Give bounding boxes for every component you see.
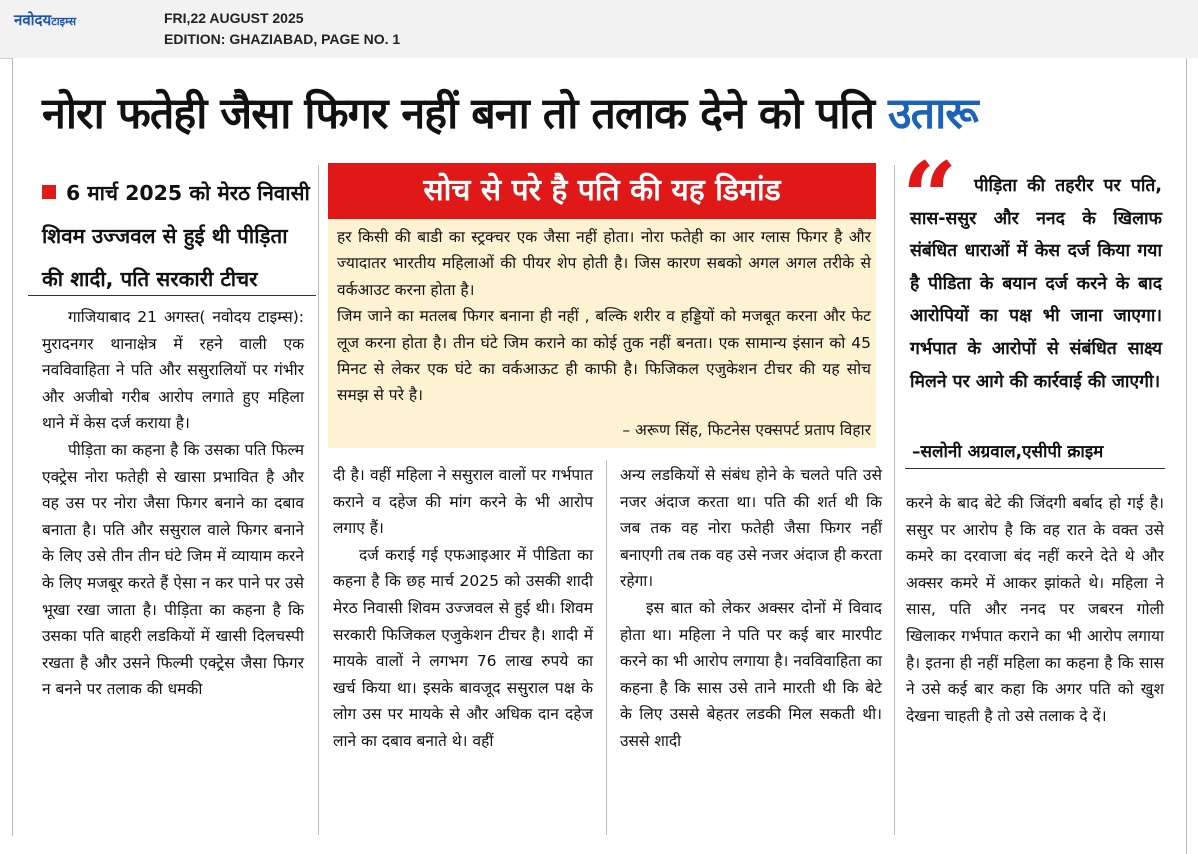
issue-date: FRI,22 AUGUST 2025 [164,10,304,26]
col1-paragraph-1: गाजियाबाद 21 अगस्त( नवोदय टाइम्स): मुरादनगर थानाक्षेत्र में रहने वाली एक नवविवाहिता ने पति और ससुरालियों पर गंभीर और अजीबो गरीब आरोप लगाते हुए महिला थाने में केस दर्ज कराया है। [42,308,304,433]
main-headline [42,84,978,144]
col4-paragraph-1: करने के बाद बेटे की जिंदगी बर्बाद हो गई है। ससुर पर आरोप है कि वह रात के वक्त उसे कमरे का दरवाजा बंद नहीं करने देते थे और अक्सर कमरे में आकर झांकते थे। महिला ने सास, पति और ननद पर जबरन गोली खिलाकर गर्भपात कराने का भी आरोप लगाया है। इतना ही नहीं महिला का कहना है कि सास ने उसे कई बार कहा कि अगर पति को खुश देखना चाहती है तो उसे तलाक दे दें। [906,494,1164,725]
masthead-bar [0,0,1198,59]
column-divider-1 [318,165,319,835]
page-edge-divider [12,58,13,836]
sidebar-attribution: – अरूण सिंह, फिटनेस एक्सपर्ट प्रताप विहार [622,421,871,439]
quote-mark-icon: “ [902,141,958,254]
deck-text: 6 मार्च 2025 को मेरठ निवासी शिवम उज्जवल से हुई थी पीड़िता की शादी, पति सरकारी टीचर [42,181,310,291]
edition-label: EDITION: GHAZIABAD, PAGE NO. 1 [164,31,401,47]
pull-quote-text: पीड़िता की तहरीर पर पति, सास-ससुर और ननद के खिलाफ संबंधित धाराओं में केस दर्ज किया गया है पीडिता के बयान दर्ज करने के बाद आरोपियों का पक्ष भी जाना जाएगा। गर्भपात के आरोपों से संबंधित साक्ष्य मिलने पर आगे की कार्रवाई की जाएगी। [910,176,1162,392]
pull-quote [910,170,1162,398]
newspaper-logo[interactable] [14,10,76,30]
page-right-divider [1186,58,1187,854]
column-divider-2 [606,460,607,835]
col3-paragraph-2: इस बात को लेकर अक्सर दोनों में विवाद होता था। महिला ने पति पर कई बार मारपीट करने का भी आरोप लगाया है। नवविवाहिता का कहना है कि सास उसे ताने मारती थी कि बेटे के लिए उससे बेहतर लडकी मिल सकती थी।उससे शादी [620,598,882,750]
quote-divider [905,468,1165,469]
headline-accent-text: उतारू [888,89,978,139]
col2-paragraph-1: दी है। वहीं महिला ने ससुराल वालों पर गर्भपात कराने व दहेज की मांग करने के भी आरोप लगाए हैं। [333,466,593,538]
deck-divider [28,295,316,296]
col1-paragraph-2: पीड़िता का कहना है कि उसका पति फिल्म एक्ट्रेस नोरा फतेही से खासा प्रभावित है और वह उस पर नोरा जैसा फिगर बनाने का दबाव बनाता है। पति और ससुराल वाले फिगर बनाने के लिए उसे तीन तीन घंटे जिम में व्यायाम करने के लिए मजबूर करते हैं ऐसा न कर पाने पर उसे भूखा रखा जाता है। पीड़िता का कहना है कि उसका पति बाहरी लडकियों में खासी दिलचस्पी रखता है और उसने फिल्मी एक्ट्रेस जैसा फिगर न बनने पर तलाक की धमकी [42,440,304,699]
col3-paragraph-1: अन्य लडकियों से संबंध होने के चलते पति उसे नजर अंदाज करता था। पति की शर्त थी कि जब तक वह नोरा फतेही जैसा फिगर नहीं बनाएगी तब तक वह उसे नजर अंदाज ही करता रहेगा। [620,466,882,591]
sidebar-box-title: सोच से परे है पति की यह डिमांड [328,163,876,219]
red-square-bullet-icon [42,185,56,199]
col2-paragraph-2: दर्ज कराई गई एफआइआर में पीडिता का कहना है कि छह मार्च 2025 को उसकी शादी मेरठ निवासी शिवम उज्जवल से हुई थी। शिवम सरकारी फिजिकल एजुकेशन टीचर है। शादी में मायके वालों ने लगभग 76 लाख रुपये का खर्च किया था। इसके बावजूद ससुराल पक्ष के लोग उस पर मायके से और अधिक दान दहेज लाने का दबाव बनाते थे। वहीं [333,545,593,750]
headline-main-text: नोरा फतेही जैसा फिगर नहीं बना तो तलाक देने को पति [42,89,875,139]
logo-sub-text: टाइम्स [51,15,77,28]
pull-quote-attribution: –सलोनी अग्रवाल,एसीपी क्राइम [912,442,1104,462]
story-deck [42,172,310,301]
sidebar-paragraph-1: हर किसी की बाडी का स्ट्रक्चर एक जैसा नहीं होता। नोरा फतेही का आर ग्लास फिगर है और ज्यादातर भारतीय महिलाओं की पीयर शेप होती है। जिस कारण सबको अगल अगल तरीके से वर्कआउट करना होता है। [337,228,871,299]
body-column-3 [620,462,882,755]
body-column-2 [333,462,593,755]
body-column-4 [906,490,1164,729]
sidebar-paragraph-2: जिम जाने का मतलब फिगर बनाना ही नहीं , बल्कि शरीर व हड्डियों को मजबूत करना और फेट लूज करना होता है। तीन घंटे जिम कराने का कोई तुक नहीं बनता। एक सामान्य इंसान को 45 मिनट से लेकर एक घंटे का वर्कआऊट ही काफी है। फिजिकल एजुकेशन टीचर की यह सोच समझ से परे है। [337,307,871,405]
sidebar-box-body [337,224,871,409]
edition-info [164,8,400,50]
column-divider-3 [894,165,895,835]
logo-main-text: नवोदय [14,11,52,29]
body-column-1 [42,304,304,703]
